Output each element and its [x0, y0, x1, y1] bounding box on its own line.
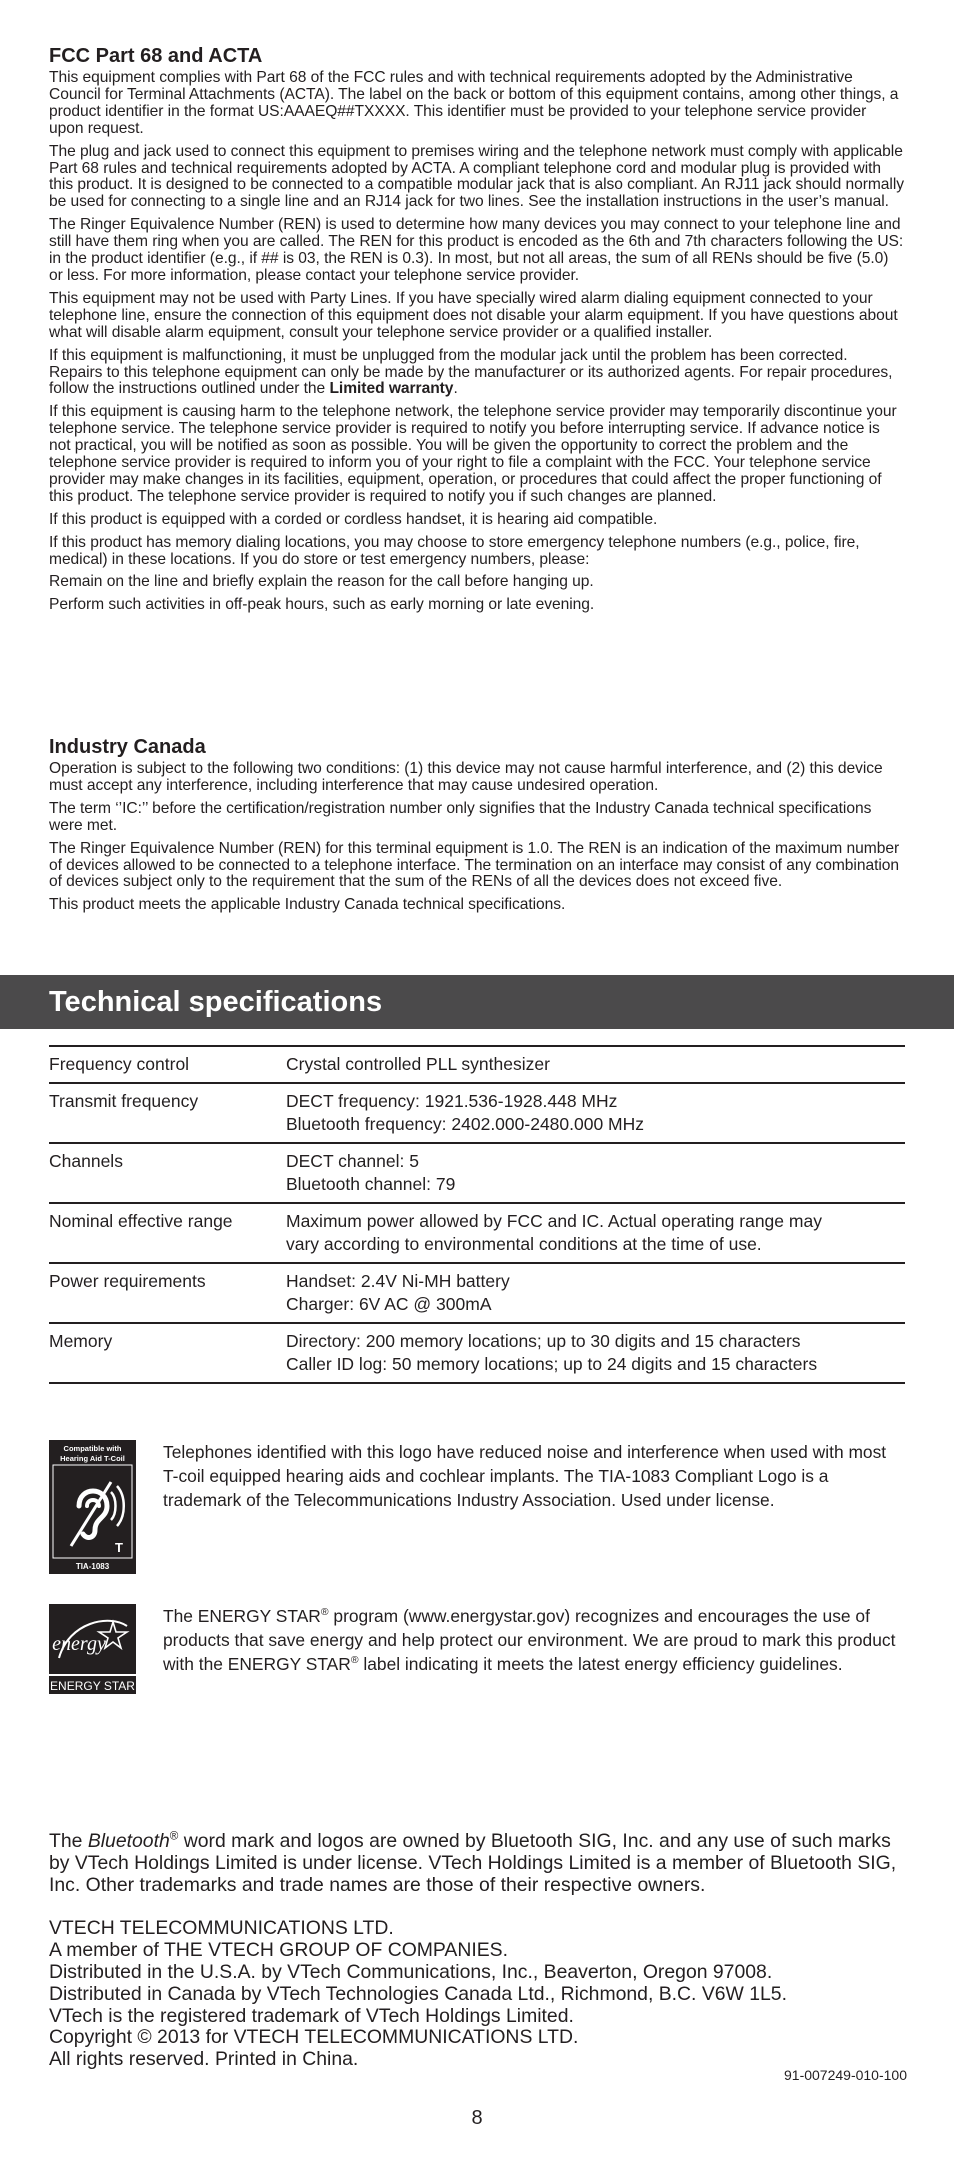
company-line: VTech is the registered trademark of VTech Holdings Limited.: [49, 2004, 574, 2027]
ic-paragraph: Operation is subject to the following two conditions: (1) this device may not cause harmful interference, and (2) this device must accept any interference, including interference that may cause undesired operation.: [49, 760, 883, 794]
company-line: Copyright © 2013 for VTECH TELECOMMUNICATIONS LTD.: [49, 2026, 579, 2049]
page-number: 8: [471, 2107, 483, 2129]
energy-text-b: program (www.energystar.gov) recognizes and encourages the use of products that save energy and help protect our environment. We are proud to mark this product with the ENERGY STAR: [163, 1606, 896, 1674]
hac-logo-top-line2: Hearing Aid T-Coil: [60, 1454, 125, 1463]
specs-table: [49, 1045, 905, 1384]
hearing-aid-logo: [49, 1440, 136, 1574]
footer: [49, 1831, 909, 2071]
document-number: 91-007249-010-100: [784, 2067, 907, 2083]
spec-line: DECT channel: 5: [286, 1151, 419, 1171]
ic-paragraph: This product meets the applicable Industry Canada technical specifications.: [49, 896, 566, 914]
energy-text: [163, 1604, 903, 1676]
fcc-paragraph: The plug and jack used to connect this equipment to premises wiring and the telephone network must comply with applicable Part 68 rules and technical requirements adopted by ACTA. A compliant telephone cord and modular plug is provided with this product. It is designed to be connected to a compatible modular jack that is also compliant. An RJ11 jack should normally be used for connecting to a single line and an RJ14 jack for two lines. See the installation instructions in the user’s manual.: [49, 142, 904, 211]
spec-line: Charger: 6V AC @ 300mA: [286, 1294, 492, 1314]
fcc-paragraph: If this product is equipped with a corded or cordless handset, it is hearing aid compatible.: [49, 510, 658, 528]
bt-text-b: word mark and logos are owned by Bluetooth SIG, Inc. and any use of such marks by VTech Holdings Limited is under license. VTech Holdings Limited is a member of Bluetooth SIG, Inc. Other trademarks and trade names are those of their respective owners.: [49, 1830, 897, 1896]
fcc-heading: FCC Part 68 and ACTA: [49, 45, 263, 67]
fcc-paragraph: This equipment complies with Part 68 of the FCC rules and with technical requirements adopted by the Administrative Council for Terminal Attachments (ACTA). The label on the back or bottom of this equipment contains, among other things, a product identifier in the format US:AAAEQ##TXXXX. This identifier must be provided to your telephone service provider upon request.: [49, 69, 899, 137]
table-row: [49, 1203, 905, 1263]
ic-section: [49, 735, 905, 920]
energy-logo-label: ENERGY STAR: [50, 1679, 135, 1693]
hearing-aid-icon: [49, 1440, 136, 1574]
fcc-paragraph: Perform such activities in off-peak hours, such as early morning or late evening.: [49, 596, 595, 614]
hac-logo-t: T: [115, 1540, 123, 1555]
energy-logo-script: energy: [52, 1633, 106, 1655]
fcc-paragraph: If this product has memory dialing locations, you may choose to store emergency telephone numbers (e.g., police, fire, medical) in these locations. If you do store or test emergency numbers, please:: [49, 533, 860, 568]
specs-header-band: [0, 975, 954, 1029]
spec-line: DECT frequency: 1921.536-1928.448 MHz: [286, 1091, 618, 1111]
energy-star-logo: [49, 1604, 136, 1694]
hac-logo-top-line1: Compatible with: [63, 1444, 122, 1453]
spec-value: [286, 1323, 905, 1383]
specs-heading: Technical specifications: [49, 986, 383, 1018]
energy-text-c: label indicating it meets the latest energy efficiency guidelines.: [358, 1654, 843, 1674]
ic-paragraph: The Ringer Equivalence Number (REN) for this terminal equipment is 1.0. The REN is an indication of the maximum number of devices allowed to be connected to a telephone interface. The termination on an interface may consist of any combination of devices subject only to the requirement that the sum of the RENs of all the devices does not exceed five.: [49, 839, 900, 891]
registered-mark: ®: [320, 1607, 329, 1619]
table-row: [49, 1143, 905, 1203]
spec-value: [286, 1203, 905, 1263]
spec-line: Maximum power allowed by FCC and IC. Actual operating range may: [286, 1211, 822, 1231]
company-line: Distributed in the U.S.A. by VTech Communications, Inc., Beaverton, Oregon 97008.: [49, 1960, 773, 1983]
spec-line: Caller ID log: 50 memory locations; up to 24 digits and 15 characters: [286, 1354, 818, 1374]
hac-logo-bottom: TIA-1083: [75, 1562, 110, 1571]
table-row: [49, 1263, 905, 1323]
spec-value: [286, 1143, 905, 1203]
company-line: Distributed in Canada by VTech Technologies Canada Ltd., Richmond, B.C. V6W 1L5.: [49, 1982, 787, 2005]
table-row: [49, 1323, 905, 1383]
spec-value: [286, 1263, 905, 1323]
hac-text: Telephones identified with this logo have reduced noise and interference when used with most T-coil equipped hearing aids and cochlear implants. The TIA-1083 Compliant Logo is a trademark of the Telecommunications Industry Association. Used under license.: [163, 1442, 887, 1510]
company-line: All rights reserved. Printed in China.: [49, 2048, 359, 2071]
fcc-paragraph: The Ringer Equivalence Number (REN) is used to determine how many devices you may connect to your telephone line and still have them ring when you are called. The REN for this product is encoded as the 6th and 7th characters following the US: in the product identifier (e.g., if ## is 03, the REN is 0.3). In most, but not all areas, the sum of all RENs should be five (5.0) or less. For more information, please contact your telephone service provider.: [49, 216, 904, 284]
spec-label: Nominal effective range: [49, 1211, 233, 1231]
malfunction-end: .: [453, 380, 458, 398]
bt-italic: Bluetooth: [87, 1830, 170, 1852]
limited-warranty-ref: Limited warranty: [329, 380, 454, 398]
spec-label: Memory: [49, 1331, 113, 1351]
spec-label: Frequency control: [49, 1054, 190, 1074]
spec-label: Power requirements: [49, 1271, 206, 1291]
ic-paragraph: The term ‘’IC:’’ before the certification/registration number only signifies that the Industry Canada technical specifications were met.: [49, 799, 872, 834]
spec-line: Directory: 200 memory locations; up to 30 digits and 15 characters: [286, 1331, 801, 1351]
bluetooth-notice: [49, 1831, 909, 1896]
spec-line: Bluetooth frequency: 2402.000-2480.000 MHz: [286, 1114, 645, 1134]
company-line: A member of THE VTECH GROUP OF COMPANIES.: [49, 1939, 509, 1962]
energy-text-a: The ENERGY STAR: [163, 1606, 321, 1626]
table-row: [49, 1083, 905, 1143]
ic-heading: Industry Canada: [49, 736, 206, 758]
table-row: [49, 1046, 905, 1083]
spec-label: Transmit frequency: [49, 1091, 199, 1111]
bt-text-a: The: [49, 1830, 88, 1852]
spec-value: [286, 1083, 905, 1143]
registered-mark: ®: [169, 1829, 179, 1843]
energy-star-notice: [49, 1604, 905, 1704]
spec-line: Handset: 2.4V Ni-MH battery: [286, 1271, 510, 1291]
company-line: VTECH TELECOMMUNICATIONS LTD.: [49, 1917, 394, 1940]
spec-line: Crystal controlled PLL synthesizer: [286, 1054, 550, 1074]
spec-line: Bluetooth channel: 79: [286, 1174, 456, 1194]
hac-notice: [49, 1440, 905, 1580]
energy-star-icon: [49, 1604, 136, 1694]
registered-mark: ®: [350, 1655, 359, 1667]
fcc-paragraph: If this equipment is causing harm to the telephone network, the telephone service provider may temporarily discontinue your telephone service. The telephone service provider is required to notify you before interrupting service. If advance notice is not practical, you will be notified as soon as possible. You will be given the opportunity to correct the problem and the telephone service provider is required to inform you of your right to file a complaint with the FCC. Your telephone service provider may make changes in its facilities, equipment, operation, or procedures that could affect the proper functioning of this product. The telephone service provider is required to notify you if such changes are planned.: [49, 403, 897, 505]
malfunction-text: If this equipment is malfunctioning, it must be unplugged from the modular jack until the problem has been corrected. Repairs to this telephone equipment can only be made by the manufacturer or its authorized agents. For repair procedures, follow the instructions outlined under the: [49, 346, 893, 398]
spec-label: Channels: [49, 1151, 123, 1171]
fcc-paragraph: This equipment may not be used with Party Lines. If you have specially wired alarm dialing equipment connected to your telephone line, ensure the connection of this equipment does not disable your alarm equipment. If you have questions about what will disable alarm equipment, consult your telephone service provider or a qualified installer.: [49, 289, 898, 341]
spec-line: vary according to environmental conditions at the time of use.: [286, 1234, 762, 1254]
fcc-malfunction-paragraph: [49, 348, 905, 399]
fcc-section: [49, 44, 905, 620]
fcc-paragraph: Remain on the line and briefly explain the reason for the call before hanging up.: [49, 573, 594, 591]
spec-value: [286, 1046, 905, 1083]
